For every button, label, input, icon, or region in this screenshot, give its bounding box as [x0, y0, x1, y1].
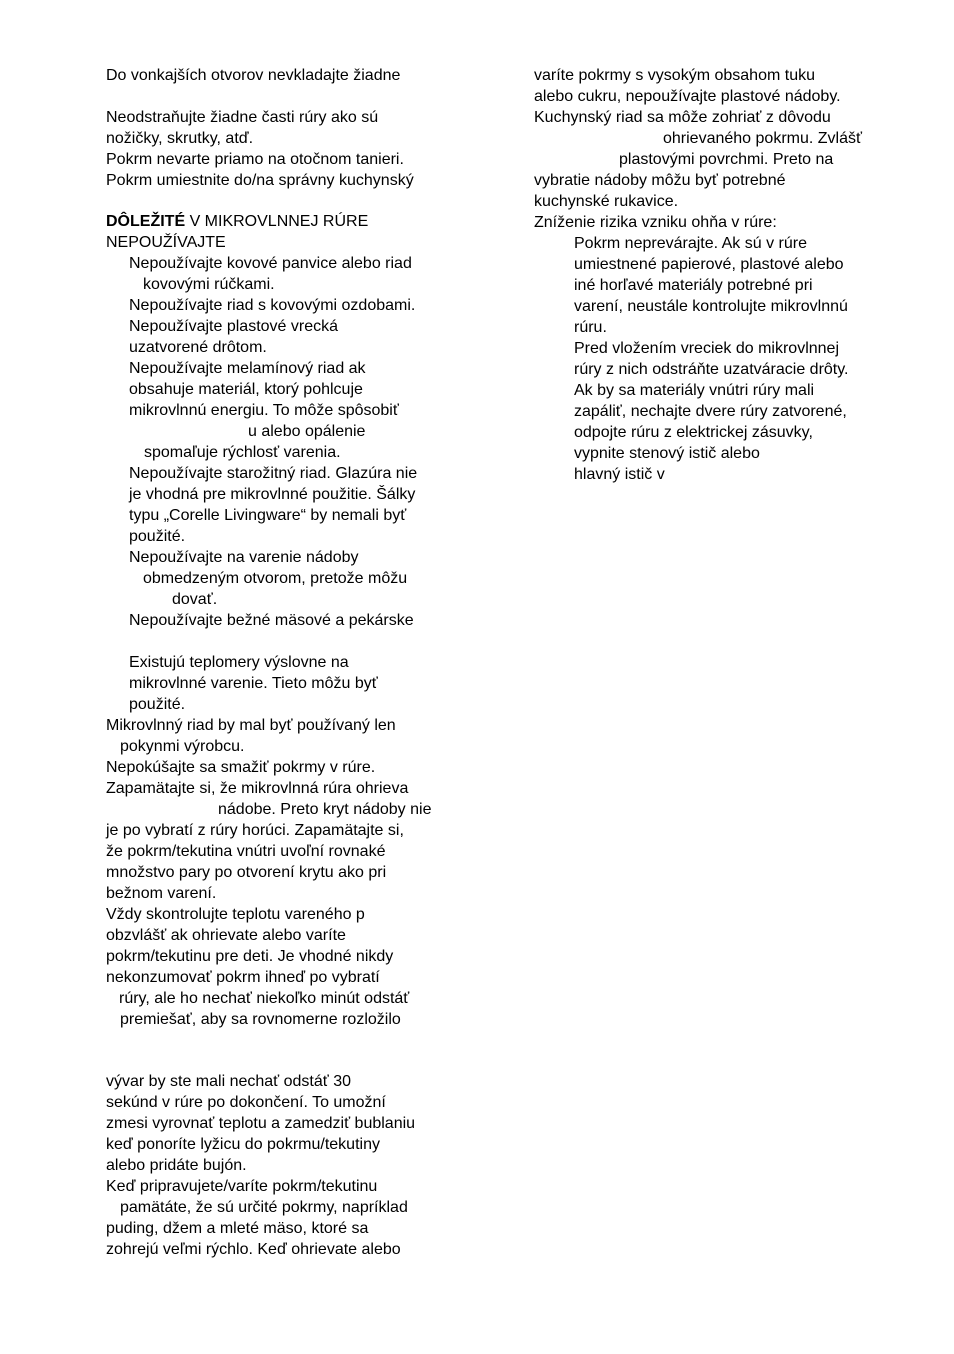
- text-line: ohrievaného pokrmu. Zvlášť: [663, 130, 862, 147]
- text-line: Nepoužívajte na varenie nádoby: [129, 549, 359, 566]
- text-line: typu „Corelle Livingware“ by nemali byť: [129, 507, 407, 524]
- text-line: sekúnd v rúre po dokončení. To umožní: [106, 1094, 386, 1111]
- text-line: je vhodná pre mikrovlnné použitie. Šálky: [129, 486, 416, 503]
- text-line: hlavný istič v: [574, 466, 665, 483]
- text-line: pokynmi výrobcu.: [120, 738, 245, 755]
- text-line: zmesi vyrovnať teplotu a zamedziť bublaniu: [106, 1115, 416, 1132]
- text-line: dovať.: [172, 591, 218, 608]
- text-line: Zníženie rizika vzniku ohňa v rúre:: [534, 214, 777, 231]
- text-line: obzvlášť ak ohrievate alebo varíte: [106, 927, 346, 944]
- text-line: pamätáte, že sú určité pokrmy, napríklad: [120, 1199, 408, 1216]
- text-line: varení, neustále kontrolujte mikrovlnnú: [574, 298, 848, 315]
- text-line: mikrovlnné varenie. Tieto môžu byť: [129, 675, 378, 692]
- text-line: Nepoužívajte riad s kovovými ozdobami.: [129, 297, 416, 314]
- text-line: alebo pridáte bujón.: [106, 1157, 247, 1174]
- text-line: rúru.: [574, 319, 607, 336]
- text-line: Nepoužívajte plastové vrecká: [129, 318, 338, 335]
- text-line: puding, džem a mleté mäso, ktoré sa: [106, 1220, 369, 1237]
- text-line: vypnite stenový istič alebo: [574, 445, 760, 462]
- text-line: nádobe. Preto kryt nádoby nie: [218, 801, 432, 818]
- section-heading: NEPOUŽÍVAJTE: [106, 234, 226, 251]
- text-line: Zapamätajte si, že mikrovlnná rúra ohrieva: [106, 780, 409, 797]
- text-line: premiešať, aby sa rovnomerne rozložilo: [120, 1011, 401, 1028]
- text-line: Mikrovlnný riad by mal byť používaný len: [106, 717, 396, 734]
- text-line: zohrejú veľmi rýchlo. Keď ohrievate alebo: [106, 1241, 401, 1258]
- text-line: zapáliť, nechajte dvere rúry zatvorené,: [574, 403, 847, 420]
- text-line: odpojte rúru z elektrickej zásuvky,: [574, 424, 813, 441]
- text-line: Existujú teplomery výslovne na: [129, 654, 349, 671]
- text-line: že pokrm/tekutina vnútri uvoľní rovnaké: [106, 843, 386, 860]
- text-line: obmedzeným otvorom, pretože môžu: [143, 570, 408, 587]
- text-line: množstvo pary po otvorení krytu ako pri: [106, 864, 387, 881]
- text-line: umiestnené papierové, plastové alebo: [574, 256, 844, 273]
- text-line: Nepoužívajte starožitný riad. Glazúra nie: [129, 465, 418, 482]
- text-line: Keď pripravujete/varíte pokrm/tekutinu: [106, 1178, 378, 1195]
- text-line: Ak by sa materiály vnútri rúry mali: [574, 382, 815, 399]
- text-line: Pokrm neprevárajte. Ak sú v rúre: [574, 235, 807, 252]
- text-line: uzatvorené drôtom.: [129, 339, 267, 356]
- text-line: Neodstraňujte žiadne časti rúry ako sú: [106, 109, 379, 126]
- text-line: Do vonkajších otvorov nevkladajte žiadne: [106, 67, 401, 84]
- text-line: je po vybratí z rúry horúci. Zapamätajte si,: [106, 822, 404, 839]
- heading-text: V MIKROVLNNEJ RÚRE: [189, 213, 369, 230]
- text-line: Nepokúšajte sa smažiť pokrmy v rúre.: [106, 759, 376, 776]
- text-line: vybratie nádoby môžu byť potrebné: [534, 172, 786, 189]
- text-line: keď ponoríte lyžicu do pokrmu/tekutiny: [106, 1136, 380, 1153]
- text-line: rúry z nich odstráňte uzatváracie drôty.: [574, 361, 849, 378]
- text-line: mikrovlnnú energiu. To môže spôsobiť: [129, 402, 399, 419]
- text-line: Vždy skontrolujte teplotu vareného p: [106, 906, 365, 923]
- text-line: iné horľavé materiály potrebné pri: [574, 277, 813, 294]
- text-line: nožičky, skrutky, atď.: [106, 130, 254, 147]
- text-line: Nepoužívajte kovové panvice alebo riad: [129, 255, 412, 272]
- text-line: plastovými povrchmi. Preto na: [619, 151, 834, 168]
- important-label: DÔLEŽITÉ: [106, 213, 186, 230]
- text-line: obsahuje materiál, ktorý pohlcuje: [129, 381, 363, 398]
- text-line: Nepoužívajte bežné mäsové a pekárske: [129, 612, 414, 629]
- text-line: použité.: [129, 528, 186, 545]
- section-heading: [106, 211, 368, 232]
- text-line: Pokrm umiestnite do/na správny kuchynský: [106, 172, 414, 189]
- text-line: Nepoužívajte melamínový riad ak: [129, 360, 366, 377]
- text-line: kovovými rúčkami.: [143, 276, 275, 293]
- text-line: Pokrm nevarte priamo na otočnom tanieri.: [106, 151, 404, 168]
- text-line: bežnom varení.: [106, 885, 217, 902]
- text-line: alebo cukru, nepoužívajte plastové nádoby.: [534, 88, 841, 105]
- text-line: použité.: [129, 696, 186, 713]
- text-line: pokrm/tekutinu pre deti. Je vhodné nikdy: [106, 948, 394, 965]
- text-line: u alebo opálenie: [248, 423, 366, 440]
- text-line: nekonzumovať pokrm ihneď po vybratí: [106, 969, 380, 986]
- text-line: rúry, ale ho nechať niekoľko minút odstáť: [119, 990, 410, 1007]
- text-line: vývar by ste mali nechať odstáť 30: [106, 1073, 352, 1090]
- text-line: kuchynské rukavice.: [534, 193, 679, 210]
- text-line: spomaľuje rýchlosť varenia.: [144, 444, 341, 461]
- text-line: Pred vložením vreciek do mikrovlnnej: [574, 340, 839, 357]
- text-line: varíte pokrmy s vysokým obsahom tuku: [534, 67, 815, 84]
- text-line: Kuchynský riad sa môže zohriať z dôvodu: [534, 109, 831, 126]
